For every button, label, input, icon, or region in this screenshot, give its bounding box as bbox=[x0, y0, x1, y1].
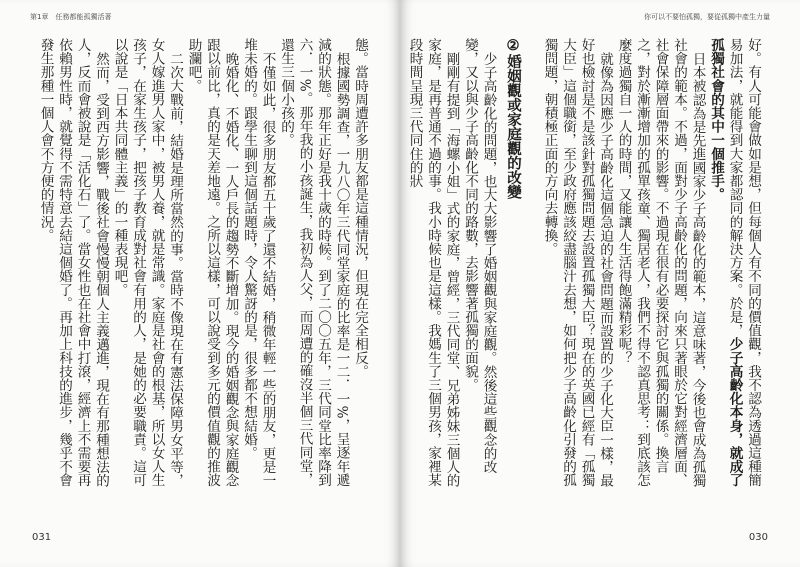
emphasis-text: 少子高齡化本身，就成了孤獨社會的其中一個推手。 bbox=[708, 38, 743, 487]
right-page-number: 030 bbox=[748, 532, 768, 543]
section-heading bbox=[504, 38, 523, 490]
left-running-head: 第1章 任務都能孤獨活著 bbox=[30, 13, 112, 21]
right-page bbox=[400, 0, 800, 567]
paragraph: 就像為因應少子高齡化這個急迫的社會問題而設置的少子化大臣一樣，最好也檢討是不是該針對孤獨問題去設置孤獨大臣？現在的英國已經有「孤獨大臣」這個職銜，至少政府應該絞盡腦汁去想，如何把少子高齡化引發的孤獨問題，朝積極正面的方向去轉換。 bbox=[541, 38, 613, 487]
right-body-text bbox=[406, 38, 762, 490]
paragraph: 不僅如此，很多朋友都五十歲了還不結婚，稍微年輕一些的朋友，更是一堆未婚的。跟學生聊到這個話題時，令人驚訝的是，很多都不想結婚。 bbox=[241, 38, 276, 487]
section-number: ② bbox=[505, 38, 522, 54]
left-body-text bbox=[37, 38, 369, 490]
paragraph: 少子高齡化的問題，也大大影響了婚姻觀與家庭觀。然後這些觀念的改變，又以與少子高齡化不同的路數，去影響著孤獨的面貌。 bbox=[462, 38, 497, 474]
paragraph: 日本被認為是先進國家少子高齡化的範本，這意味著，今後也會成為孤獨社會的範本。不過，面對少子高齡化的問題，向來只著眼於它對經濟層面、社會保障層面帶來的影響。不過現在很有必要探討它與孤獨的關係。換言之，對於漸漸增加的孤單孩童、獨居老人，我們不得不認真思考：到底該怎麼度過獨自一人的時間，又能讓人生活得飽滿精彩呢？ bbox=[615, 38, 706, 487]
paragraph: 然而，受到西方影響，戰後社會慢慢朝個人主義邁進，現在有那種想法的人，反而會被說是「活化石」了。當女性也在社會中打滾，經濟上不需要再依賴男性時，就覺得不需特意去結這個婚了。再加上科技的進步，幾乎不會發生那種一個人會不方便的情況。 bbox=[37, 38, 109, 487]
paragraph-text: 好。有人可能會做如是想，但每個人有不同的價值觀，我不認為透過這種簡易加法，就能得到大家都認同的解決方案。於是， bbox=[726, 38, 761, 487]
paragraph: 態。當時周遭許多朋友都是這種情況，但現在完全相反。 bbox=[352, 38, 368, 378]
section-title: 婚姻觀或家庭觀的改變 bbox=[505, 54, 522, 199]
left-page-number: 031 bbox=[32, 532, 52, 543]
paragraph bbox=[707, 38, 763, 490]
paragraph: 晚婚化、不婚化、一人戶長的趨勢不斷增加。現今的婚姻觀念與家庭觀念跟以前比，真的是天差地遠。之所以這樣，可以說受到多元的價值觀的推波助瀾吧。 bbox=[185, 38, 239, 487]
paragraph: 根據國勢調查，一九八〇年三代同堂家庭的比率是一二．一%，呈逐年遞減的狀態。那年正好是我十歲的時候。到了二〇〇五年，三代同堂比率降到六．一%。那年我的小孩誕生，我初為人父，而周遭的確沒半個三代同堂，還生三個小孩的。 bbox=[278, 38, 350, 487]
paragraph: 剛剛有提到「海螺小姐」式的家庭，曾經，三代同堂、兄弟姊妹三個人的家庭，是再普通不過的事。我小時候也是這樣。我媽生了三個男孩，家裡某段時間呈現三代同住的狀 bbox=[406, 38, 460, 487]
right-running-head: 你可以不要怕孤獨，要從孤獨中產生力量 bbox=[644, 13, 770, 21]
paragraph: 二次大戰前，結婚是理所當然的事。當時不像現在有憲法保障男女平等，女人嫁進男人家中，被男人養，就是常識。家庭是社會的根基，所以女人生孩子，在家生孩子，把孩子教育成對社會有用的人，是她的必要職責。這可以說是「日本共同體主義」的一種表現吧。 bbox=[111, 38, 183, 487]
